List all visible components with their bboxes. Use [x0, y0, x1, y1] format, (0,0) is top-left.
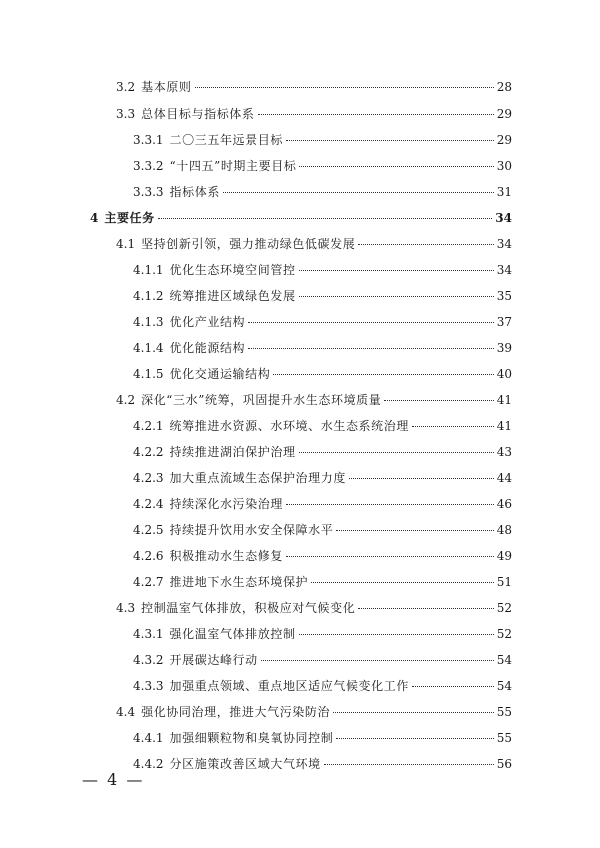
toc-entry[interactable]	[0, 572, 512, 592]
dot-leader	[195, 87, 494, 88]
toc-entry-page: 34	[496, 263, 512, 277]
dot-leader	[311, 582, 494, 583]
dot-leader	[299, 166, 493, 167]
dot-leader	[273, 374, 493, 375]
toc-entry-number: 4.1.2	[133, 289, 164, 303]
dot-leader	[299, 270, 494, 271]
toc-entry-page: 43	[496, 445, 512, 459]
dot-leader	[349, 478, 494, 479]
toc-entry-page: 29	[496, 107, 512, 121]
toc-entry-page: 39	[496, 341, 512, 355]
dot-leader	[248, 348, 494, 349]
dot-leader	[258, 114, 494, 115]
toc-entry-title: 优化能源结构	[169, 341, 246, 355]
toc-entry-title: 开展碳达峰行动	[169, 653, 258, 667]
toc-entry-number: 4.2.4	[133, 497, 164, 511]
dot-leader	[358, 244, 493, 245]
toc-entry[interactable]	[0, 598, 512, 618]
toc-entry-page: 48	[496, 523, 512, 537]
toc-entry[interactable]	[0, 208, 512, 228]
toc-entry-number: 4.4.1	[133, 731, 164, 745]
toc-entry-page: 51	[496, 575, 512, 589]
toc-entry-page: 46	[496, 497, 512, 511]
dot-leader	[299, 452, 494, 453]
toc-entry-page: 52	[496, 627, 512, 641]
toc-entry[interactable]	[0, 416, 512, 436]
toc-entry-page: 56	[496, 757, 512, 771]
toc-entry-title: 优化产业结构	[169, 315, 246, 329]
toc-entry-page: 31	[496, 185, 512, 199]
toc-entry-page: 54	[496, 679, 512, 693]
toc-entry[interactable]	[0, 156, 512, 176]
toc-entry[interactable]	[0, 390, 512, 410]
dot-leader	[336, 738, 493, 739]
toc-entry-page: 54	[496, 653, 512, 667]
toc-entry-number: 4.2.3	[133, 471, 164, 485]
toc-entry-number: 4.3.3	[133, 679, 164, 693]
toc-entry-title: 加强细颗粒物和臭氧协同控制	[169, 731, 334, 745]
toc-entry[interactable]	[0, 442, 512, 462]
toc-entry[interactable]	[0, 676, 512, 696]
toc-entry[interactable]	[0, 260, 512, 280]
dot-leader	[333, 712, 494, 713]
toc-entry-page: 37	[496, 315, 512, 329]
toc-entry-title: 优化交通运输结构	[169, 367, 271, 381]
toc-entry-number: 4.1.5	[133, 367, 164, 381]
toc-entry-number: 4.2.2	[133, 445, 164, 459]
toc-entry-title: “十四五”时期主要目标	[169, 159, 297, 173]
toc-entry-title: 加强重点领域、重点地区适应气候变化工作	[169, 679, 409, 693]
toc-entry-page: 55	[496, 705, 512, 719]
toc-entry-page: 41	[496, 419, 512, 433]
toc-entry-page: 44	[496, 471, 512, 485]
toc-entry[interactable]	[0, 364, 512, 384]
toc-entry-page: 55	[496, 731, 512, 745]
dot-leader	[336, 530, 493, 531]
toc-entry-title: 总体目标与指标体系	[141, 107, 255, 121]
dot-leader	[248, 322, 494, 323]
toc-entry-number: 4.3.1	[133, 627, 164, 641]
dot-leader	[412, 426, 494, 427]
toc-entry-title: 积极推动水生态修复	[169, 549, 283, 563]
toc-entry[interactable]	[0, 234, 512, 254]
toc-entry[interactable]	[0, 728, 512, 748]
toc-entry-title: 二〇三五年远景目标	[169, 133, 283, 147]
toc-entry-number: 4.4.2	[133, 757, 164, 771]
toc-entry-page: 34	[495, 211, 512, 225]
toc-entry-title: 优化生态环境空间管控	[169, 263, 296, 277]
dot-leader	[358, 608, 493, 609]
toc-entry-title: 强化温室气体排放控制	[169, 627, 296, 641]
toc-entry[interactable]	[0, 104, 512, 124]
toc-entry-number: 4	[90, 211, 99, 225]
dot-leader	[286, 140, 494, 141]
toc-entry-title: 统筹推进水资源、水环境、水生态系统治理	[169, 419, 409, 433]
toc-entry-number: 3.3.3	[133, 185, 164, 199]
dot-leader	[299, 296, 494, 297]
toc-entry-number: 3.3.2	[133, 159, 164, 173]
toc-entry-page: 52	[496, 601, 512, 615]
toc-entry-page: 28	[496, 80, 512, 94]
dot-leader	[261, 660, 494, 661]
toc-entry-page: 29	[496, 133, 512, 147]
toc-entry[interactable]	[0, 494, 512, 514]
toc-entry-number: 4.2.6	[133, 549, 164, 563]
toc-entry-page: 49	[496, 549, 512, 563]
toc-entry-page: 41	[496, 393, 512, 407]
dot-leader	[384, 400, 493, 401]
toc-entry[interactable]	[0, 286, 512, 306]
toc-entry-title: 基本原则	[141, 80, 192, 94]
toc-entry[interactable]	[0, 338, 512, 358]
toc-entry-title: 推进地下水生态环境保护	[169, 575, 309, 589]
toc-entry-number: 4.2	[116, 393, 136, 407]
toc-entry-title: 深化“三水”统筹，巩固提升水生态环境质量	[141, 393, 382, 407]
toc-entry-number: 4.3.2	[133, 653, 164, 667]
toc-entry[interactable]	[0, 702, 512, 722]
toc-entry-title: 强化协同治理，推进大气污染防治	[141, 705, 331, 719]
toc-entry-number: 4.1	[116, 237, 136, 251]
toc-entry-title: 坚持创新引领，强力推动绿色低碳发展	[141, 237, 356, 251]
toc-entry-page: 35	[496, 289, 512, 303]
toc-entry-title: 持续深化水污染治理	[169, 497, 283, 511]
toc-entry[interactable]	[0, 754, 512, 774]
toc-entry-page: 34	[496, 237, 512, 251]
dot-leader	[223, 192, 494, 193]
toc-entry[interactable]	[0, 312, 512, 332]
toc-entry-number: 4.2.1	[133, 419, 164, 433]
toc-entry[interactable]	[0, 130, 512, 150]
toc-entry-number: 4.2.7	[133, 575, 164, 589]
toc-entry-number: 3.3	[116, 107, 136, 121]
toc-entry-title: 分区施策改善区域大气环境	[169, 757, 321, 771]
toc-entry-page: 40	[496, 367, 512, 381]
dot-leader	[324, 764, 494, 765]
page-number-footer: — 4 —	[82, 770, 145, 789]
toc-entry-number: 4.1.3	[133, 315, 164, 329]
toc-entry-number: 4.3	[116, 601, 136, 615]
toc-entry[interactable]	[0, 624, 512, 644]
toc-entry-title: 统筹推进区域绿色发展	[169, 289, 296, 303]
dot-leader	[299, 634, 494, 635]
toc-entry[interactable]	[0, 77, 512, 97]
toc-entry-number: 4.1.1	[133, 263, 164, 277]
toc-entry-number: 4.4	[116, 705, 136, 719]
toc-entry[interactable]	[0, 546, 512, 566]
toc-entry[interactable]	[0, 468, 512, 488]
toc-entry[interactable]	[0, 520, 512, 540]
dot-leader	[286, 504, 494, 505]
toc-entry-number: 3.2	[116, 80, 136, 94]
dot-leader	[158, 218, 493, 219]
toc-entry-page: 30	[496, 159, 512, 173]
toc-entry-number: 4.1.4	[133, 341, 164, 355]
toc-entry[interactable]	[0, 650, 512, 670]
toc-entry-number: 4.2.5	[133, 523, 164, 537]
toc-entry-title: 持续推进湖泊保护治理	[169, 445, 296, 459]
toc-entry-title: 控制温室气体排放，积极应对气候变化	[141, 601, 356, 615]
toc-entry-number: 3.3.1	[133, 133, 164, 147]
toc-entry-title: 持续提升饮用水安全保障水平	[169, 523, 334, 537]
toc-entry-title: 指标体系	[169, 185, 220, 199]
toc-entry-title: 加大重点流域生态保护治理力度	[169, 471, 346, 485]
dot-leader	[286, 556, 494, 557]
toc-entry-title: 主要任务	[104, 211, 155, 225]
dot-leader	[412, 686, 494, 687]
toc-entry[interactable]	[0, 182, 512, 202]
